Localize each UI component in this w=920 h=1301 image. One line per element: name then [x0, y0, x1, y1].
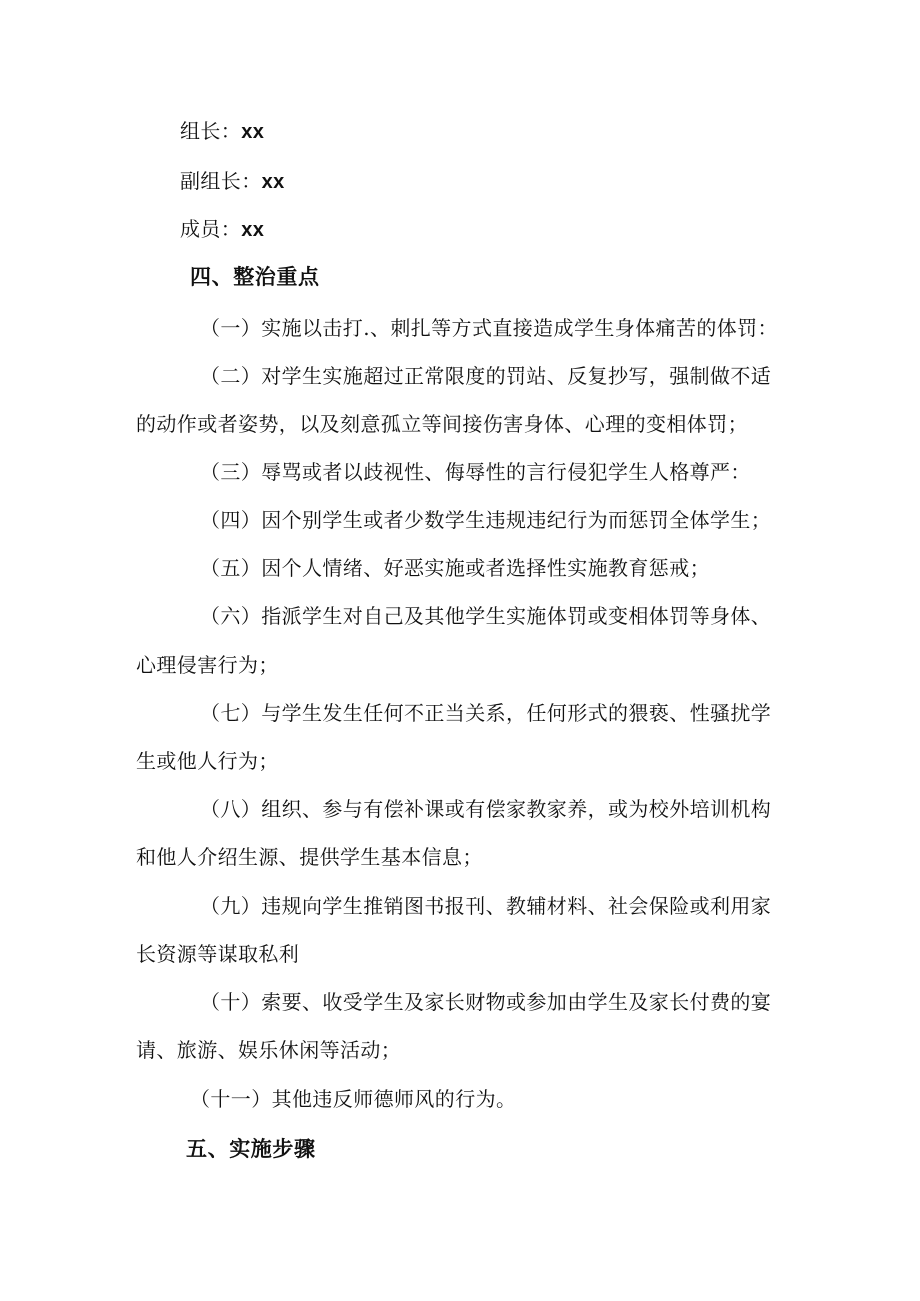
- paragraph-line: 生或他人行为；: [136, 749, 279, 773]
- roster-members-value: xx: [241, 219, 265, 241]
- section-heading-4: 四、整治重点: [190, 265, 320, 289]
- roster-deputy-value: xx: [261, 171, 285, 193]
- roster-members: [180, 214, 264, 245]
- paragraph-line: （十一）其他违反师德师风的行为。: [190, 1087, 517, 1111]
- paragraph-line: 的动作或者姿势，以及刻意孤立等间接伤害身体、心理的变相体罚；: [136, 412, 748, 436]
- paragraph-line: （七）与学生发生任何不正当关系，任何形式的猥亵、性骚扰学: [200, 701, 772, 725]
- paragraph-line: （四）因个别学生或者少数学生违规违纪行为而惩罚全体学生；: [200, 508, 772, 532]
- roster-members-label: 成员：: [180, 217, 242, 241]
- roster-deputy-label: 副组长：: [180, 169, 262, 193]
- paragraph-line: 请、旅游、娱乐休闲等活动；: [136, 1038, 402, 1062]
- paragraph-line: 心理侵害行为；: [136, 653, 279, 677]
- paragraph-line: （二）对学生实施超过正常限度的罚站、反复抄写，强制做不适: [200, 364, 772, 388]
- paragraph-line: （九）违规向学生推销图书报刊、教辅材料、社会保险或利用家: [200, 894, 772, 918]
- paragraph-line: （十）索要、收受学生及家长财物或参加由学生及家长付费的宴: [200, 990, 772, 1014]
- paragraph-line: （五）因个人情绪、好恶实施或者选择性实施教育惩戒；: [200, 556, 710, 580]
- roster-leader-label: 组长：: [180, 119, 242, 143]
- paragraph-line: 长资源等谋取私利: [136, 942, 300, 966]
- paragraph-line: （三）辱骂或者以歧视性、侮辱性的言行侵犯学生人格尊严：: [200, 460, 751, 484]
- paragraph-line: 和他人介绍生源、提供学生基本信息；: [136, 845, 483, 869]
- roster-leader-value: xx: [241, 121, 265, 143]
- paragraph-line: （一）实施以击打.、刺扎等方式直接造成学生身体痛苦的体罚：: [200, 316, 778, 340]
- paragraph-line: （六）指派学生对自己及其他学生实施体罚或变相体罚等身体、: [200, 604, 772, 628]
- section-heading-5: 五、实施步骤: [186, 1137, 316, 1161]
- paragraph-line: （八）组织、参与有偿补课或有偿家教家养，或为校外培训机构: [200, 797, 772, 821]
- roster-deputy: [180, 166, 285, 197]
- roster-leader: [180, 116, 264, 147]
